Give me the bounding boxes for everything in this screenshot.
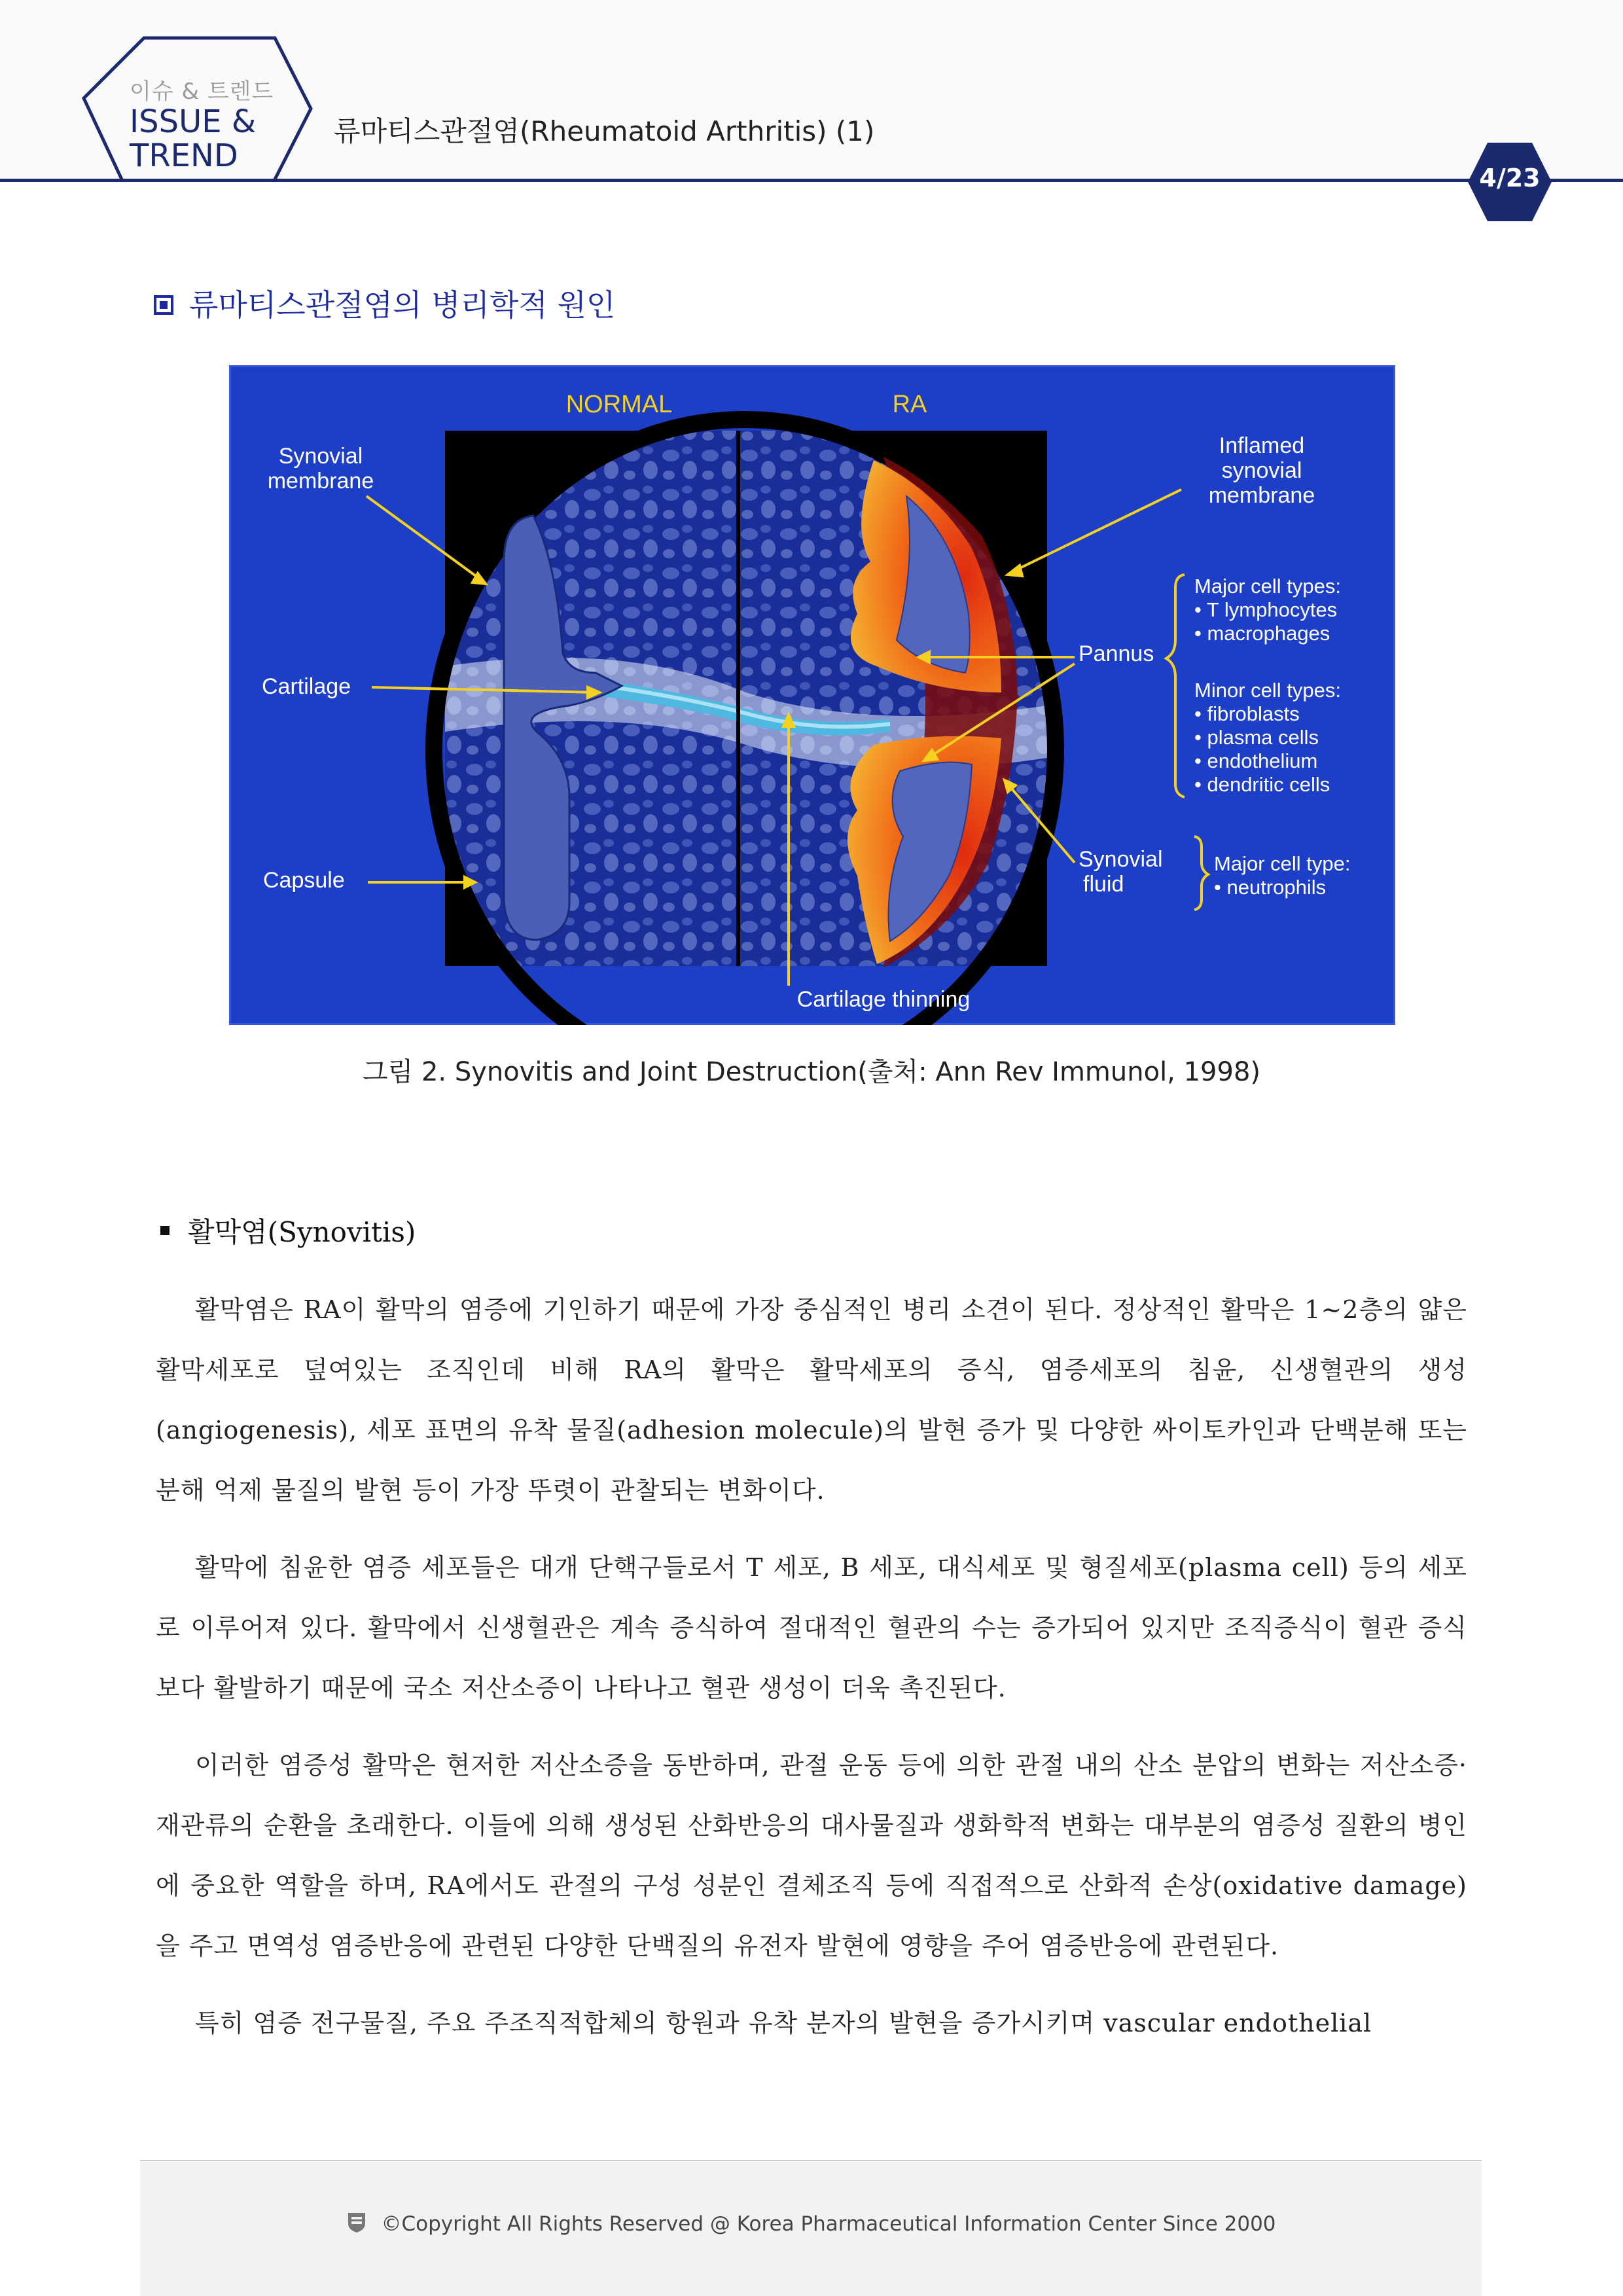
label-inflamed-2: synovial: [1221, 458, 1302, 483]
section-heading-text: 류마티스관절염의 병리학적 원인: [189, 287, 616, 323]
footer: [0, 2212, 1623, 2236]
label-synovial-membrane-2: membrane: [267, 469, 374, 493]
copyright-text: ©Copyright All Rights Reserved @ Korea Pharmaceutical Information Center Since 2000: [381, 2212, 1276, 2236]
section-heading: [154, 281, 615, 325]
label-pannus: Pannus: [1079, 641, 1154, 666]
label-cartilage: Cartilage: [262, 674, 351, 699]
paragraph-1: 활막염은 RA이 활막의 염증에 기인하기 때문에 가장 중심적인 병리 소견이 된다. 정상적인 활막은 1~2층의 얇은 활막세포로 덮여있는 조직인데 비해 RA의 활막은 활막세포의 증식, 염증세포의 침윤, 신생혈관의 생성(angiogenesis), 세포 표면의 유착 물질(adhesion molecule)의 발현 증가 및 다양한 싸이토카인과 단백분해 또는 분해 억제 물질의 발현 등이 가장 뚜렷이 관찰되는 변화이다.: [156, 1295, 1467, 1505]
label-synovial-membrane-1: Synovial: [278, 444, 363, 469]
bullet-square-icon: [160, 1226, 169, 1235]
label-minor-2: • plasma cells: [1194, 726, 1319, 749]
label-synovial-fluid-2: fluid: [1083, 872, 1124, 897]
subsection-heading: [160, 1211, 416, 1250]
logo-subtitle: 이슈 & 트렌드: [130, 79, 274, 105]
label-cartilage-thinning: Cartilage thinning: [796, 987, 971, 1012]
label-fluid-type-1: • neutrophils: [1214, 876, 1327, 899]
label-inflamed-1: Inflamed: [1219, 433, 1305, 458]
label-minor-4: • dendritic cells: [1194, 773, 1330, 796]
figure-caption: 그림 2. Synovitis and Joint Destruction(출처: Ann Rev Immunol, 1998): [362, 1057, 1261, 1087]
label-minor-3: • endothelium: [1194, 749, 1318, 772]
paragraph-2: 활막에 침윤한 염증 세포들은 대개 단핵구들로서 T 세포, B 세포, 대식세포 및 형질세포(plasma cell) 등의 세포로 이루어져 있다. 활막에서 신생혈관은 계속 증식하여 절대적인 혈관의 수는 증가되어 있지만 조직증식이 혈관 증식보다 활발하기 때문에 국소 저산소증이 나타나고 혈관 생성이 더욱 촉진된다.: [156, 1553, 1467, 1702]
label-inflamed-3: membrane: [1208, 483, 1315, 508]
label-major-2: • macrophages: [1194, 622, 1330, 645]
paragraph-3: 이러한 염증성 활막은 현저한 저산소증을 동반하며, 관절 운동 등에 의한 관절 내의 산소 분압의 변화는 저산소증·재관류의 순환을 초래한다. 이들에 의해 생성된 산화반응의 대사물질과 생화학적 변화는 대부분의 염증성 질환의 병인에 중요한 역할을 하며, RA에서도 관절의 구성 성분인 결체조직 등에 직접적으로 산화적 손상(oxidative damage)을 주고 면역성 염증반응에 관련된 다양한 단백질의 유전자 발현에 영향을 주어 염증반응에 관련된다.: [156, 1751, 1467, 1960]
organization-emblem-icon: [347, 2212, 366, 2234]
logo-title-line2: TREND: [130, 137, 238, 174]
synovitis-figure: [229, 365, 1395, 1025]
paragraph-4: 특히 염증 전구물질, 주요 주조직적합체의 항원과 유착 분자의 발현을 증가시키며 vascular endothelial: [195, 2009, 1372, 2037]
header-title: 류마티스관절염(Rheumatoid Arthritis) (1): [334, 115, 875, 147]
logo-title-line1: ISSUE &: [130, 103, 257, 140]
body-text: [156, 1280, 1467, 2070]
label-normal: NORMAL: [565, 391, 673, 418]
label-synovial-fluid-1: Synovial: [1079, 847, 1163, 872]
label-capsule: Capsule: [263, 868, 345, 893]
normal-ra-divider: [736, 431, 740, 966]
subsection-heading-text: 활막염(Synovitis): [188, 1216, 416, 1248]
label-fluid-type-title: Major cell type:: [1214, 852, 1351, 875]
label-major-1: • T lymphocytes: [1194, 598, 1338, 621]
section-square-icon: [154, 295, 173, 315]
label-ra: RA: [892, 391, 927, 418]
header-divider: [0, 179, 1623, 182]
label-minor-types-title: Minor cell types:: [1194, 679, 1341, 702]
label-minor-1: • fibroblasts: [1194, 702, 1300, 725]
logo-title: [130, 105, 287, 173]
label-major-types-title: Major cell types:: [1194, 575, 1341, 598]
page-number: 4/23: [1479, 164, 1541, 192]
